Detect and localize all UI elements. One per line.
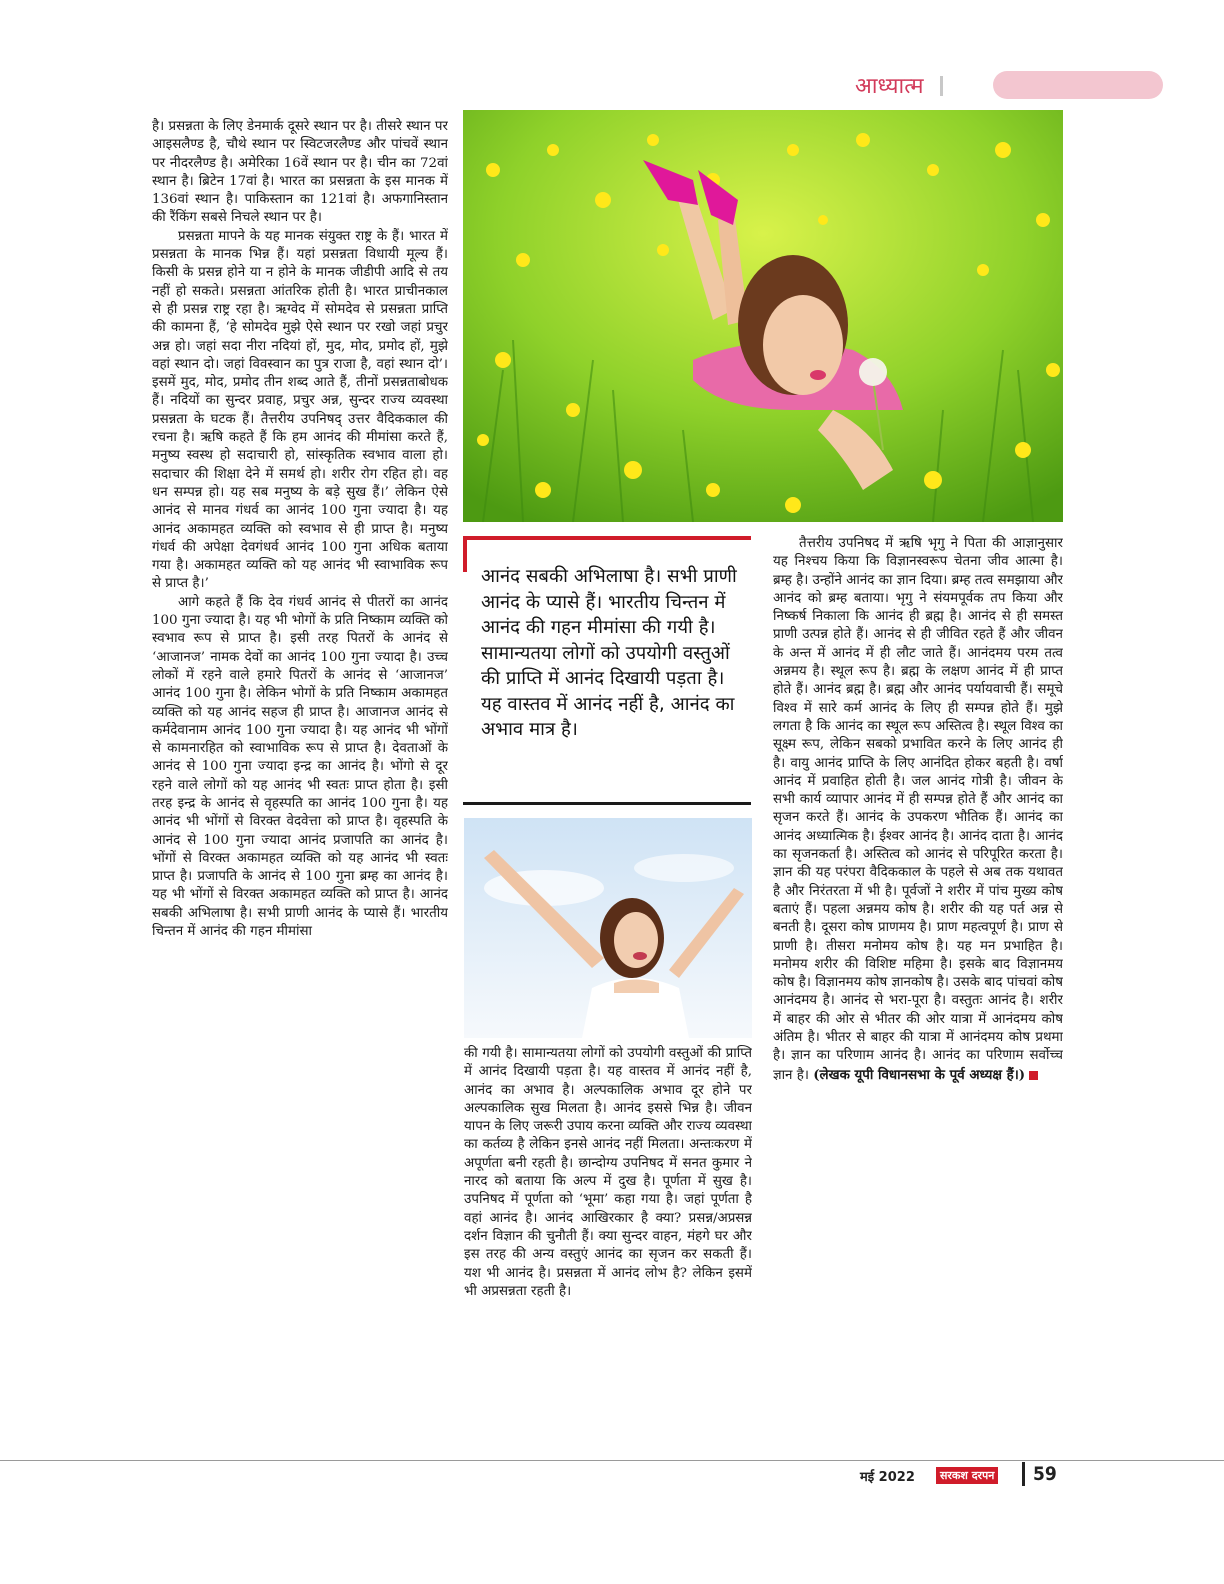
paragraph: की गयी है। सामान्यतया लोगों को उपयोगी वस्तुओं की प्राप्ति में आनंद दिखायी पड़ता है। यह वास्तव में आनंद नहीं है, आनंद का अभाव है। अल्पकालिक अभाव दूर होने पर अल्पकालिक सुख मिलता है। आनंद इससे भिन्न है। जीवन यापन के लिए जरूरी उपाय करना व्यक्ति और राज्य व्यवस्था का कर्तव्य है लेकिन इनसे आनंद नहीं मिलता। अन्तःकरण में अपूर्णता बनी रहती है। छान्दोग्य उपनिषद में सनत कुमार ने नारद को बताया कि अल्प में दुख है। पूर्णता में सुख है। उपनिषद में पूर्णता को ‘भूमा’ कहा गया है। जहां पूर्णता है वहां आनंद है। आनंद आखिरकार है क्या? प्रसन्न/अप्रसन्न दर्शन विज्ञान की चुनौती हैं। क्या सुन्दर वाहन, मंहगे घर और इस तरह की अन्य वस्तुएं आनंद का सृजन कर सकती हैं। यश भी आनंद है। प्रसन्नता में आनंद लोभ है? लेकिन इसमें भी अप्रसन्नता रहती है। bbox=[464, 1046, 752, 1299]
article-column-3 bbox=[773, 535, 1063, 1445]
section-header bbox=[855, 68, 1175, 102]
section-pill bbox=[993, 71, 1163, 99]
footer-rule bbox=[0, 1460, 1224, 1461]
section-title: आध्यात्म bbox=[855, 74, 924, 99]
sky-illustration bbox=[464, 818, 752, 1038]
author-note: (लेखक यूपी विधानसभा के पूर्व अध्यक्ष हैं।) bbox=[813, 1066, 1026, 1083]
footer-separator bbox=[1022, 1462, 1025, 1486]
end-mark-icon bbox=[1029, 1071, 1038, 1080]
article-column-2 bbox=[464, 1045, 752, 1445]
article-column-1 bbox=[152, 118, 448, 1446]
paragraph: आगे कहते हैं कि देव गंधर्व आनंद से पीतरों का आनंद 100 गुना ज्यादा है। यह भी भोगों के प्रति निष्काम व्यक्ति को स्वभाव रूप से प्राप्त है। इसी तरह पितरों के आनंद से ‘आजानज’ नामक देवों का आनंद 100 गुना ज्यादा है। उच्च लोकों में रहने वाले हमारे पितरों के आनंद से ‘आजानज’ आनंद 100 गुना है। लेकिन भोगों के प्रति निष्काम अकामहत व्यक्ति को यह आनंद सहज ही प्राप्त है। आजानज आनंद से कर्मदेवानाम आनंद 100 गुना ज्यादा है। यह आनंद भी भोंगों से कामनारहित को स्वाभाविक रूप से प्राप्त है। देवताओं के आनंद से 100 गुना ज्यादा इन्द्र का आनंद है। भोंगो से दूर रहने वाले लोगों को यह आनंद भी स्वतः प्राप्त होता है। इसी तरह इन्द्र के आनंद से वृहस्पति का आनंद 100 गुना है। यह आनंद भी भोंगों से विरक्त वेदवेत्ता को प्राप्त है। वृहस्पति के आनंद से 100 गुना ज्यादा आनंद प्रजापति का आनंद है। भोंगों से विरक्त अकामहत व्यक्ति को यह आनंद भी स्वतः प्राप्त है। प्रजापति के आनंद से 100 गुना ब्रम्ह का आनंद है। यह भी भोंगों से विरक्त अकामहत व्यक्ति को प्राप्त है। आनंद सबकी अभिलाषा है। सभी प्राणी आनंद के प्यासे हैं। भारतीय चिन्तन में आनंद की गहन मीमांसा bbox=[152, 594, 448, 940]
photo-woman-arms-raised bbox=[464, 818, 752, 1038]
page-footer bbox=[860, 1462, 1070, 1486]
meadow-illustration bbox=[463, 110, 1063, 522]
page-number: 59 bbox=[1033, 1463, 1057, 1485]
paragraph: प्रसन्नता मापने के यह मानक संयुक्त राष्ट्र के हैं। भारत में प्रसन्नता के मानक भिन्न हैं। यहां प्रसन्नता विधायी मूल्य हैं। किसी के प्रसन्न होने या न होने के मानक जीडीपी आदि से तय नहीं हो सकते। प्रसन्नता आंतरिक होती है। भारत प्राचीनकाल से ही प्रसन्न राष्ट्र रहा है। ऋग्वेद में सोमदेव से प्रसन्नता प्राप्ति की कामना हैं, ‘हे सोमदेव मुझे ऐसे स्थान पर रखो जहां प्रचुर अन्न हो। जहां सदा नीरा नदियां हों, मुद, मोद, प्रमोद हों, मुझे वहां स्थान दो। जहां विवस्वान का पुत्र राजा है, वहां स्थान दो’। इसमें मुद, मोद, प्रमोद तीन शब्द आते हैं, तीनों प्रसन्नताबोधक हैं। नदियों का सुन्दर प्रवाह, प्रचुर अन्न, सुन्दर राज्य व्यवस्था प्रसन्नता के घटक हैं। तैत्तरीय उपनिषद् उत्तर वैदिककाल की रचना है। ऋषि कहते हैं कि हम आनंद की मीमांसा करते हैं, मनुष्य स्वस्थ हो सदाचारी हो, सांस्कृतिक स्वभाव वाला हो। सदाचार की शिक्षा देने में समर्थ हो। शरीर रोग रहित हो। वह धन सम्पन्न हो। यह सब मनुष्य के बड़े सुख हैं।’ लेकिन ऐसे आनंद से मानव गंधर्व का आनंद 100 गुना ज्यादा है। यह आनंद अकामहत व्यक्ति को स्वभाव से ही प्राप्त है। मनुष्य गंधर्व की अपेक्षा देवगंधर्व आनंद 100 गुना अधिक बताया गया है। अकामहत व्यक्ति को यह आनंद भी स्वाभाविक रूप से प्राप्त है।’ bbox=[152, 228, 448, 592]
quote-top-rule bbox=[463, 536, 751, 540]
paragraph bbox=[773, 535, 1063, 1085]
paragraph: है। प्रसन्नता के लिए डेनमार्क दूसरे स्थान पर है। तीसरे स्थान पर आइसलैण्ड है, चौथे स्थान पर स्विटजरलैण्ड और पांचवें स्थान पर नीदरलैण्ड है। अमेरिका 16वें स्थान पर है। चीन का 72वां स्थान है। ब्रिटेन 17वां है। भारत का प्रसन्नता के इस मानक में 136वां स्थान है। पाकिस्तान का 121वां है। अफगानिस्तान की रैंकिंग सबसे निचले स्थान पर है। bbox=[152, 119, 448, 226]
quote-left-rule bbox=[463, 536, 467, 572]
photo-woman-in-meadow bbox=[463, 110, 1063, 522]
paragraph-text: तैत्तरीय उपनिषद में ऋषि भृगु ने पिता की आज्ञानुसार यह निश्चय किया कि विज्ञानस्वरूप चेतना जीव आत्मा है। ब्रम्ह है। उन्होंने आनंद का ज्ञान दिया। ब्रम्ह तत्व समझाया और आनंद को ब्रम्ह बताया। भृगु ने संयमपूर्वक तप किया और निष्कर्ष निकाला कि आनंद ही ब्रह्म है। आनंद से ही समस्त प्राणी उत्पन्न होते हैं। आनंद से ही जीवित रहते हैं और जीवन के अन्त में आनंद में ही लौट जाते हैं। आनंदमय परम तत्व अन्नमय है। स्थूल रूप है। ब्रह्म के लक्षण आनंद में ही प्राप्त होते हैं। आनंद ब्रह्म है। ब्रह्म और आनंद पर्यायवाची हैं। समूचे विश्व में सारे कर्म आनंद के लिए ही सम्पन्न होते हैं। मुझे लगता है कि आनंद का स्थूल रूप अस्तित्व है। स्थूल विश्व का सूक्ष्म रूप, लेकिन सबको प्रभावित करने के लिए आनंद ही है। वायु आनंद प्राप्ति के लिए आनंदित होकर बहती है। वर्षा आनंद में प्रवाहित होती है। जल आनंद गोत्री है। जीवन के सभी कार्य व्यापार आनंद में ही सम्पन्न होते हैं और आनंद का सृजन करते हैं। आनंद के उपकरण भौतिक हैं। आनंद का आनंद अध्यात्मिक है। ईश्वर आनंद है। आनंद दाता है। आनंद का सृजनकर्ता है। अस्तित्व को आनंद से परिपूरित करता है। ज्ञान की यह परंपरा वैदिककाल के पहले से अब तक यथावत है और निरंतरता में भी है। पूर्वजों ने शरीर में पांच मुख्य कोष बताएं हैं। पहला अन्नमय कोष है। शरीर की यह पर्त अन्न से बनती है। दूसरा कोष प्राणमय है। प्राण महत्वपूर्ण है। प्राण से प्राणी है। तीसरा मनोमय कोष है। यह मन प्रभाहित है। मनोमय शरीर की विशिष्ट महिमा है। इसके बाद विज्ञानमय कोष है। विज्ञानमय कोष ज्ञानकोष है। उसके बाद पांचवां कोष आनंदमय है। आनंद से भरा-पूरा है। वस्तुतः आनंद है। शरीर में बाहर की ओर से भीतर की ओर यात्रा में आनंदमय कोष अंतिम है। भीतर से बाहर की यात्रा में आनंदमय कोष प्रथमा है। ज्ञान का परिणाम आनंद है। आनंद का परिणाम सर्वोच्च ज्ञान है। bbox=[773, 536, 1063, 1083]
quote-bottom-rule bbox=[463, 802, 751, 805]
section-divider bbox=[940, 76, 943, 96]
issue-date: मई 2022 bbox=[860, 1470, 915, 1485]
magazine-logo: सरकश दरपन bbox=[936, 1467, 998, 1484]
pull-quote bbox=[463, 536, 751, 808]
pull-quote-text: आनंद सबकी अभिलाषा है। सभी प्राणी आनंद के प्यासे हैं। भारतीय चिन्तन में आनंद की गहन मीमांसा की गयी है। सामान्यतया लोगों को उपयोगी वस्तुओं की प्राप्ति में आनंद दिखायी पड़ता है। यह वास्तव में आनंद नहीं है, आनंद का अभाव मात्र है। bbox=[481, 566, 737, 740]
